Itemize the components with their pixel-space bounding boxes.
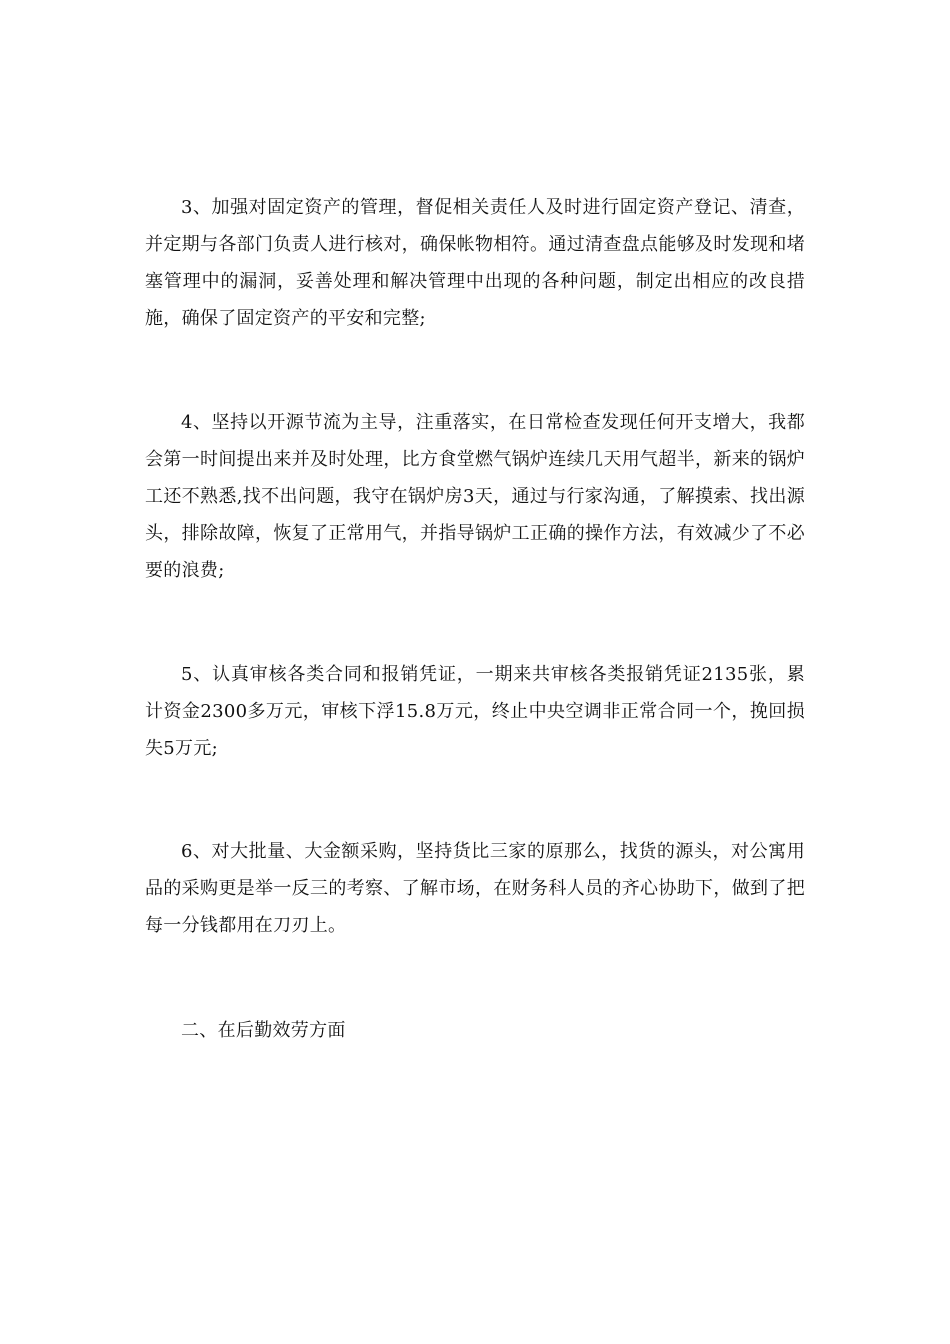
- paragraph-fixed-assets: 3、加强对固定资产的管理，督促相关责任人及时进行固定资产登记、清查，并定期与各部门负责人进行核对，确保帐物相符。通过清查盘点能够及时发现和堵塞管理中的漏洞，妥善处理和解决管理中出现的各种问题，制定出相应的改良措施，确保了固定资产的平安和完整;: [145, 197, 805, 329]
- paragraph-contract-audit: 5、认真审核各类合同和报销凭证，一期来共审核各类报销凭证2135张，累计资金2300多万元，审核下浮15.8万元，终止中央空调非正常合同一个，挽回损失5万元;: [145, 664, 805, 759]
- paragraph-procurement: 6、对大批量、大金额采购，坚持货比三家的原那么，找货的源头，对公寓用品的采购更是举一反三的考察、了解市场，在财务科人员的齐心协助下，做到了把每一分钱都用在刀刃上。: [145, 841, 805, 936]
- section-heading-logistics: 二、在后勤效劳方面: [181, 1020, 346, 1041]
- paragraph-cost-saving: 4、坚持以开源节流为主导，注重落实，在日常检查发现任何开支增大，我都会第一时间提出来并及时处理，比方食堂燃气锅炉连续几天用气超半，新来的锅炉工还不熟悉,找不出问题，我守在锅炉房3天，通过与行家沟通，了解摸索、找出源头，排除故障，恢复了正常用气，并指导锅炉工正确的操作方法，有效减少了不必要的浪费;: [145, 412, 805, 581]
